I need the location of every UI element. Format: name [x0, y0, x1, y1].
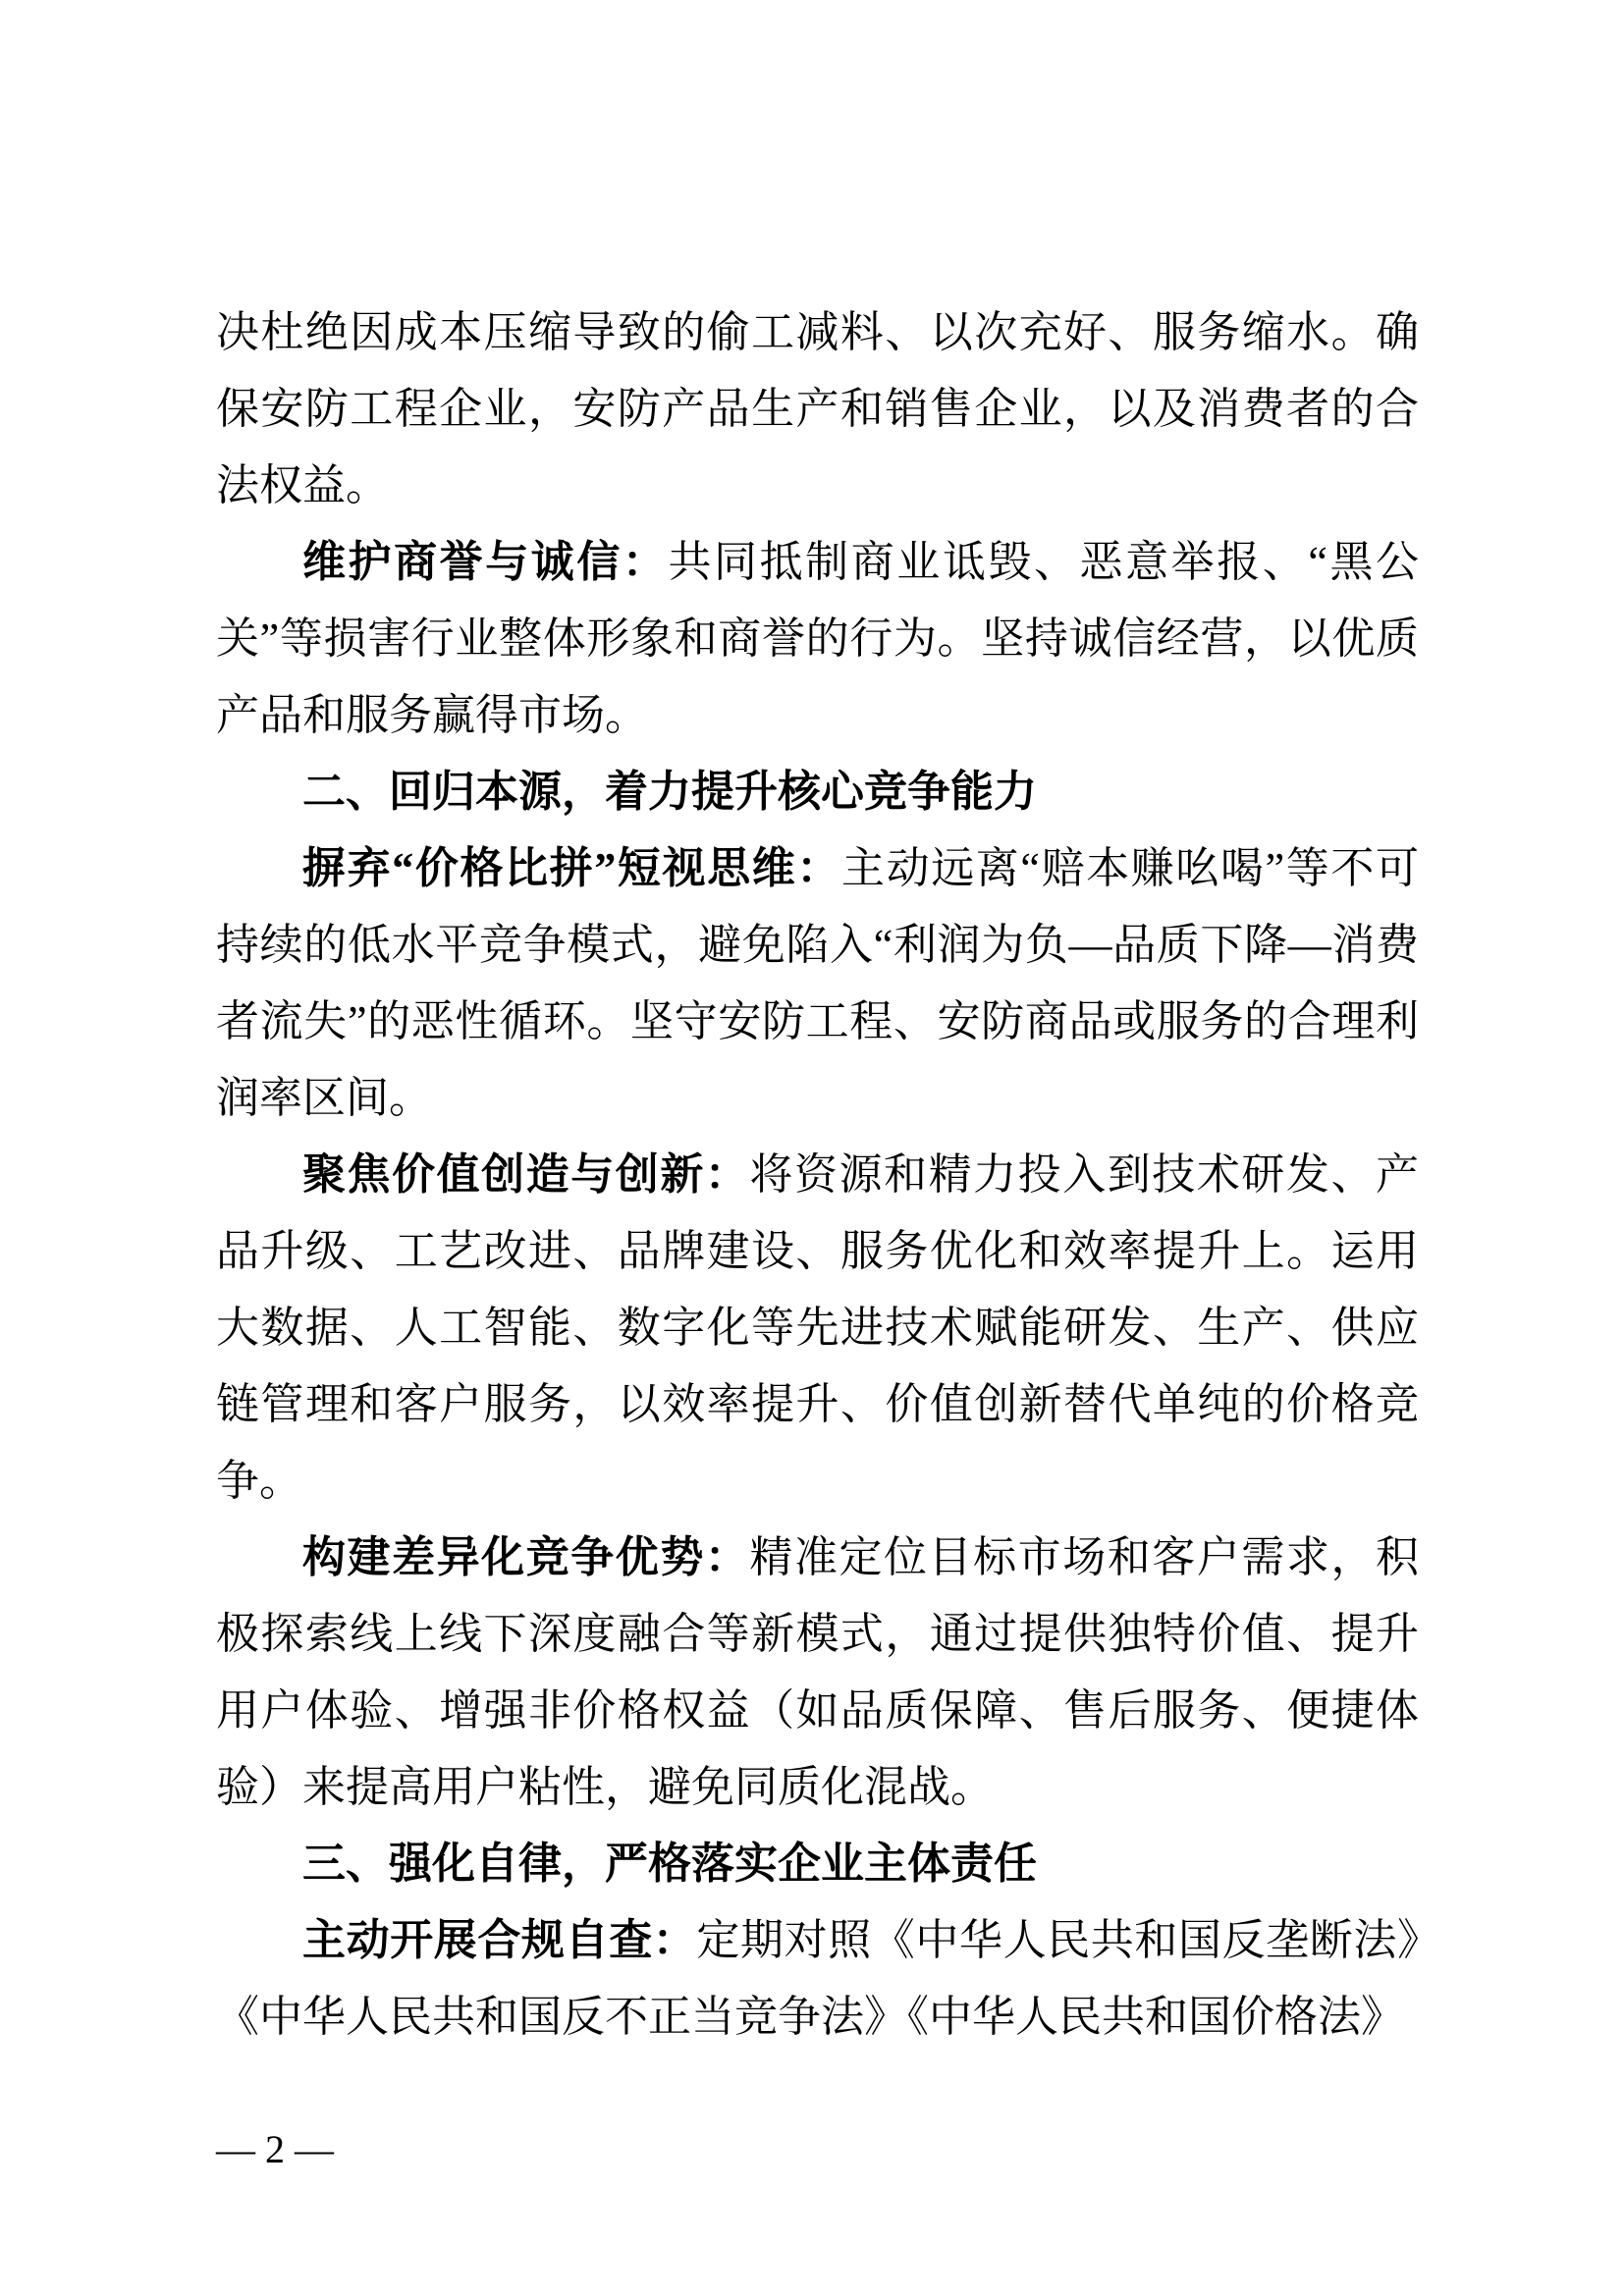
section-heading-3: 三、强化自律，严格落实企业主体责任: [302, 1840, 1037, 1888]
section-heading-2: 二、回归本源，着力提升核心竞争能力: [302, 768, 1037, 816]
paragraph-lead: 维护商誉与诚信：: [302, 538, 669, 586]
paragraph-text: 将资源和精力投入到技术研发、产品升级、工艺改进、品牌建设、服务优化和效率提升上。运用大数据、人工智能、数字化等先进技术赋能研发、生产、供应链管理和客户服务，以效率提升、价值创新替代单纯的价格竞争。: [216, 1150, 1420, 1505]
paragraph-lead: 摒弃“价格比拼”短视思维：: [302, 844, 841, 892]
paragraph-lead: 聚焦价值创造与创新：: [302, 1150, 750, 1199]
document-body: [216, 294, 1419, 2056]
paragraph: [216, 1902, 1419, 2056]
paragraph-text: 决杜绝因成本压缩导致的偷工减料、以次充好、服务缩水。确保安防工程企业，安防产品生产和销售企业，以及消费者的合法权益。: [216, 308, 1419, 509]
paragraph: [216, 1520, 1419, 1826]
paragraph: [216, 830, 1419, 1137]
paragraph: [216, 1137, 1419, 1520]
paragraph-lead: 主动开展合规自查：: [302, 1916, 697, 1964]
paragraph: [216, 524, 1419, 754]
page-number: — 2 —: [216, 2127, 334, 2171]
paragraph-text: 共同抵制商业诋毁、恶意举报、“黑公关”等损害行业整体形象和商誉的行为。坚持诚信经营，以优质产品和服务赢得市场。: [216, 538, 1420, 739]
paragraph-text: 精准定位目标市场和客户需求，积极探索线上线下深度融合等新模式，通过提供独特价值、提升用户体验、增强非价格权益（如品质保障、售后服务、便捷体验）来提高用户粘性，避免同质化混战。: [216, 1533, 1420, 1811]
paragraph: [216, 294, 1419, 524]
paragraph-lead: 构建差异化竞争优势：: [302, 1533, 750, 1581]
paragraph-text: 主动远离“赔本赚吆喝”等不可持续的低水平竞争模式，避免陷入“利润为负—品质下降—消费者流失”的恶性循环。坚守安防工程、安防商品或服务的合理利润率区间。: [216, 844, 1419, 1122]
paragraph-text: 定期对照《中华人民共和国反垄断法》《中华人民共和国反不正当竞争法》《中华人民共和国价格法》: [216, 1916, 1420, 2041]
